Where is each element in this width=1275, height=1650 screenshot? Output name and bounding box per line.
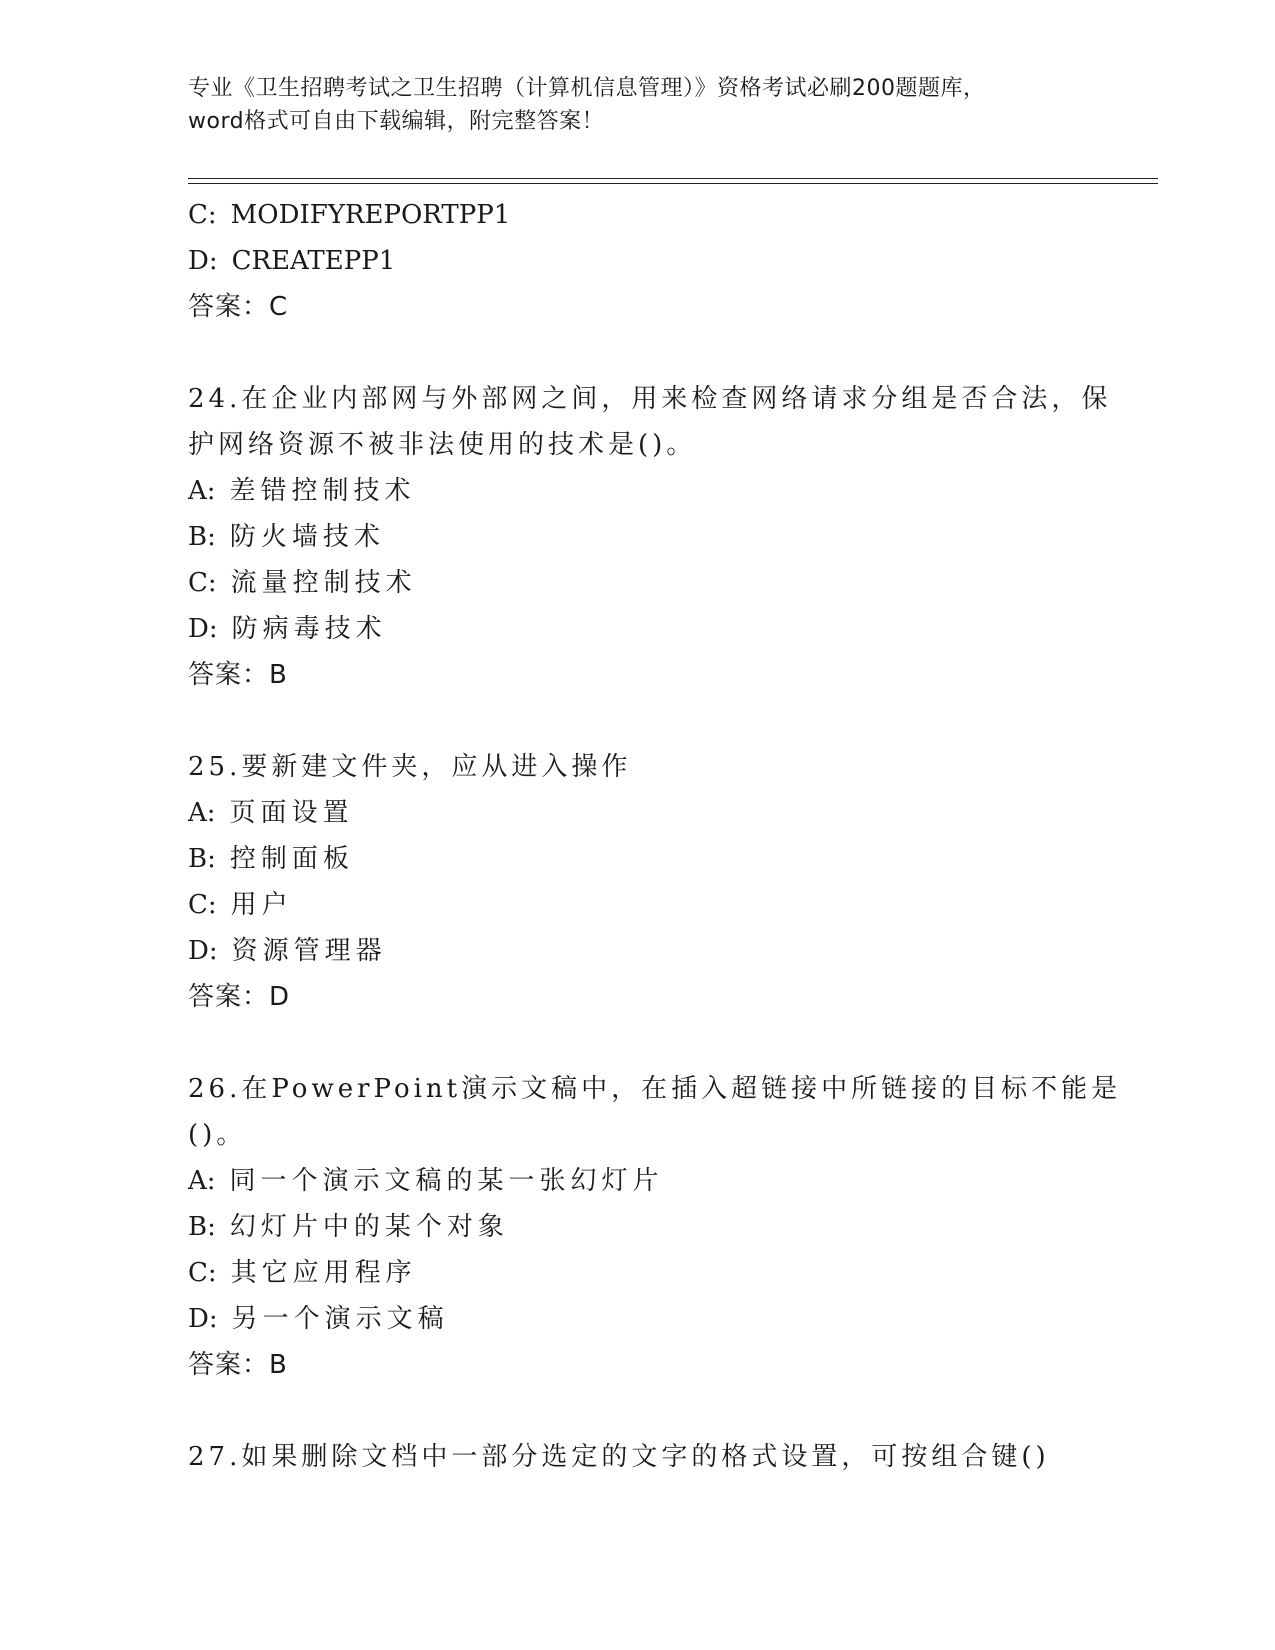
option-letter: A:	[188, 798, 216, 828]
answer-line: 答案：B	[188, 660, 288, 690]
option-letter: C:	[188, 568, 217, 598]
option-text: 防火墙技术	[229, 522, 385, 552]
option-b	[188, 514, 1158, 560]
option-text: 页面设置	[229, 798, 354, 828]
option-letter: A:	[188, 1166, 216, 1196]
option-text: 其它应用程序	[230, 1258, 417, 1288]
document-header	[188, 72, 1088, 138]
option-letter: C:	[188, 200, 217, 230]
header-divider-top	[188, 178, 1158, 179]
question-list	[188, 192, 1158, 1480]
option-c	[188, 1250, 1158, 1296]
option-letter: D:	[188, 936, 218, 966]
option-text: 资源管理器	[231, 936, 387, 966]
option-a	[188, 468, 1158, 514]
header-title-line-2: word格式可自由下载编辑，附完整答案！	[188, 109, 605, 134]
answer-line: 答案：C	[188, 292, 289, 322]
question-stem: 24.在企业内部网与外部网之间，用来检查网络请求分组是否合法，保	[188, 384, 1112, 414]
option-b	[188, 1204, 1158, 1250]
option-text: 防病毒技术	[231, 614, 387, 644]
option-d	[188, 1296, 1158, 1342]
option-text: 另一个演示文稿	[231, 1304, 449, 1334]
header-divider-bottom	[188, 183, 1158, 184]
question-stem: 27.如果删除文档中一部分选定的文字的格式设置，可按组合键()	[188, 1442, 1050, 1472]
option-letter: B:	[188, 1212, 216, 1242]
question-stem: 26.在PowerPoint演示文稿中，在插入超链接中所链接的目标不能是	[188, 1074, 1122, 1104]
option-letter: D:	[188, 246, 218, 276]
option-c	[188, 560, 1158, 606]
option-text: 流量控制技术	[230, 568, 417, 598]
option-d	[188, 928, 1158, 974]
option-letter: B:	[188, 844, 216, 874]
question-stem: 护网络资源不被非法使用的技术是()。	[188, 430, 697, 460]
option-text: 幻灯片中的某个对象	[229, 1212, 509, 1242]
question-stem: ()。	[188, 1120, 247, 1150]
option-c	[188, 882, 1158, 928]
option-d	[188, 606, 1158, 652]
option-text: 差错控制技术	[229, 476, 416, 506]
option-text: CREATEPP1	[231, 246, 396, 276]
option-a	[188, 790, 1158, 836]
option-letter: D:	[188, 1304, 218, 1334]
option-letter: C:	[188, 890, 217, 920]
option-text: 用户	[230, 890, 293, 920]
option-letter: A:	[188, 476, 216, 506]
option-letter: D:	[188, 614, 218, 644]
option-text: 同一个演示文稿的某一张幻灯片	[229, 1166, 664, 1196]
document-page	[188, 0, 1158, 1650]
answer-line: 答案：B	[188, 1350, 288, 1380]
option-a	[188, 1158, 1158, 1204]
option-c	[188, 192, 1158, 238]
header-title-line-1: 专业《卫生招聘考试之卫生招聘（计算机信息管理）》资格考试必刷200题题库，	[188, 76, 986, 101]
option-letter: B:	[188, 522, 216, 552]
question-stem: 25.要新建文件夹，应从进入操作	[188, 752, 632, 782]
option-letter: C:	[188, 1258, 217, 1288]
answer-line: 答案：D	[188, 982, 291, 1012]
option-text: MODIFYREPORTPP1	[230, 200, 511, 230]
option-text: 控制面板	[229, 844, 354, 874]
option-d	[188, 238, 1158, 284]
option-b	[188, 836, 1158, 882]
